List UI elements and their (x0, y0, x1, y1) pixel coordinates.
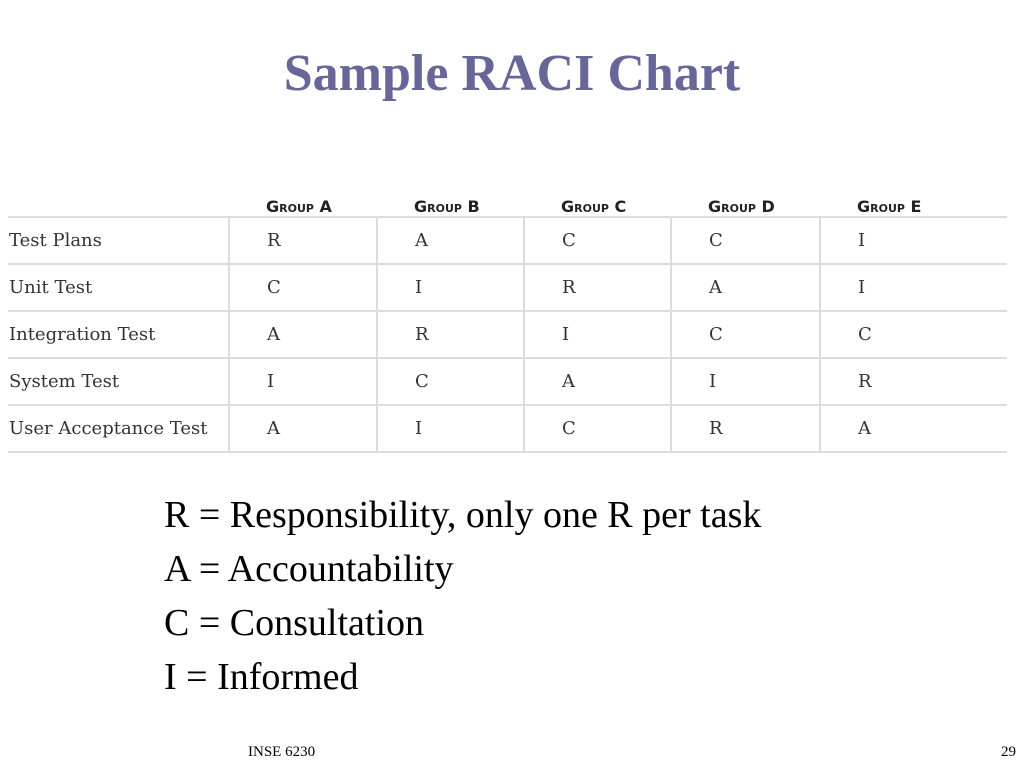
raci-cell: R (671, 405, 820, 452)
raci-cell: C (820, 311, 1007, 358)
raci-table (8, 186, 1007, 453)
raci-cell: C (524, 217, 671, 264)
table-row (8, 358, 1007, 405)
raci-cell: I (820, 264, 1007, 311)
column-header: Group E (820, 186, 1007, 217)
raci-cell: R (524, 264, 671, 311)
raci-cell: C (377, 358, 524, 405)
slide-title: Sample RACI Chart (283, 45, 741, 102)
raci-cell: C (229, 264, 377, 311)
footer-page-number: 29 (1001, 744, 1016, 760)
footer-course-code: INSE 6230 (248, 744, 316, 760)
task-cell: System Test (8, 358, 229, 405)
column-header: Group A (229, 186, 377, 217)
task-cell: Integration Test (8, 311, 229, 358)
table-header-row (8, 186, 1007, 217)
raci-cell: C (671, 217, 820, 264)
task-cell: Unit Test (8, 264, 229, 311)
raci-cell: I (671, 358, 820, 405)
task-cell: User Acceptance Test (8, 405, 229, 452)
raci-cell: I (229, 358, 377, 405)
column-header: Group C (524, 186, 671, 217)
raci-cell: C (671, 311, 820, 358)
legend-item-informed: I = Informed (164, 656, 359, 698)
column-header: Group B (377, 186, 524, 217)
raci-cell: I (377, 405, 524, 452)
table-row (8, 217, 1007, 264)
raci-cell: A (820, 405, 1007, 452)
table-corner-cell (8, 186, 229, 217)
legend-item-responsibility: R = Responsibility, only one R per task (164, 494, 762, 536)
raci-cell: A (229, 405, 377, 452)
table-row (8, 311, 1007, 358)
raci-cell: I (820, 217, 1007, 264)
raci-cell: R (820, 358, 1007, 405)
legend-item-accountability: A = Accountability (164, 548, 454, 590)
legend-item-consultation: C = Consultation (164, 602, 425, 644)
raci-cell: A (671, 264, 820, 311)
raci-cell: A (229, 311, 377, 358)
raci-cell: A (524, 358, 671, 405)
table-row (8, 405, 1007, 452)
column-header: Group D (671, 186, 820, 217)
raci-cell: R (377, 311, 524, 358)
raci-legend (164, 488, 761, 704)
task-cell: Test Plans (8, 217, 229, 264)
raci-cell: C (524, 405, 671, 452)
table-row (8, 264, 1007, 311)
raci-cell: R (229, 217, 377, 264)
raci-cell: I (524, 311, 671, 358)
raci-cell: I (377, 264, 524, 311)
raci-cell: A (377, 217, 524, 264)
